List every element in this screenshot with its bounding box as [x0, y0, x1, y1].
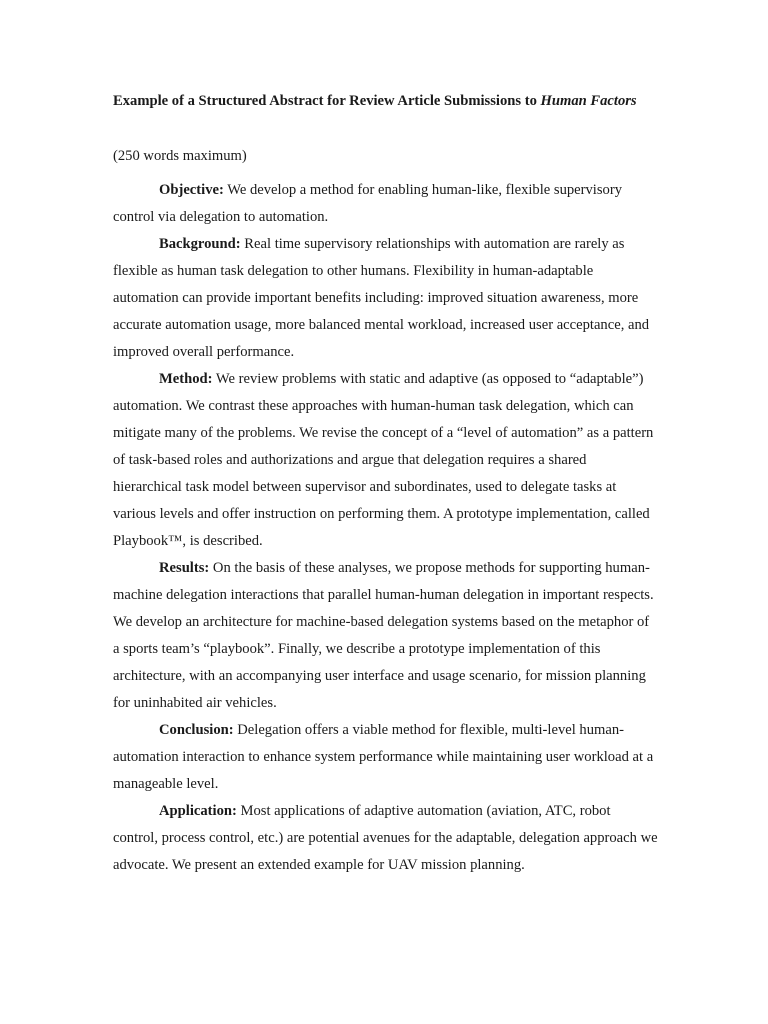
- section-background: [113, 231, 658, 366]
- section-conclusion: [113, 717, 658, 798]
- section-text: We review problems with static and adaptive (as opposed to “adaptable”) automation. We contrast these approaches with human-human task delegation, which can mitigate many of the problems. We revise the concept of a “level of automation” as a pattern of task-based roles and authorizations and argue that delegation requires a shared hierarchical task model between supervisor and subordinates, used to delegate tasks at various levels and offer instruction on performing them. A prototype implementation, called Playbook™, is described.: [113, 371, 654, 549]
- section-text: Most applications of adaptive automation (aviation, ATC, robot control, process control, etc.) are potential avenues for the adaptable, delegation approach we advocate. We present an extended example for UAV mission planning.: [113, 803, 658, 873]
- abstract-body: [113, 177, 658, 879]
- title-journal: Human Factors: [540, 93, 637, 109]
- section-text: Real time supervisory relationships with automation are rarely as flexible as human task delegation to other humans. Flexibility in human-adaptable automation can provide important benefits including: improved situation awareness, more accurate automation usage, more balanced mental workload, increased user acceptance, and improved overall performance.: [113, 236, 650, 360]
- section-heading: Conclusion:: [159, 722, 234, 738]
- section-heading: Application:: [159, 803, 237, 819]
- document-title: [113, 92, 643, 110]
- section-heading: Method:: [159, 371, 213, 387]
- section-heading: Results:: [159, 560, 210, 576]
- section-text: Delegation offers a viable method for flexible, multi-level human-automation interaction to enhance system performance while maintaining user workload at a manageable level.: [113, 722, 654, 792]
- section-objective: [113, 177, 658, 231]
- section-results: [113, 555, 658, 717]
- section-text: We develop a method for enabling human-like, flexible supervisory control via delegation to automation.: [113, 182, 622, 225]
- section-application: [113, 798, 658, 879]
- section-heading: Background:: [159, 236, 241, 252]
- section-text: On the basis of these analyses, we propose methods for supporting human-machine delegation interactions that parallel human-human delegation in important respects. We develop an architecture for machine-based delegation systems based on the metaphor of a sports team’s “playbook”. Finally, we describe a prototype implementation of this architecture, with an accompanying user interface and usage scenario, for mission planning for uninhabited air vehicles.: [113, 560, 654, 711]
- word-limit-note: (250 words maximum): [113, 148, 247, 164]
- section-method: [113, 366, 658, 555]
- title-main: Example of a Structured Abstract for Review Article Submissions to: [113, 93, 541, 109]
- section-heading: Objective:: [159, 182, 224, 198]
